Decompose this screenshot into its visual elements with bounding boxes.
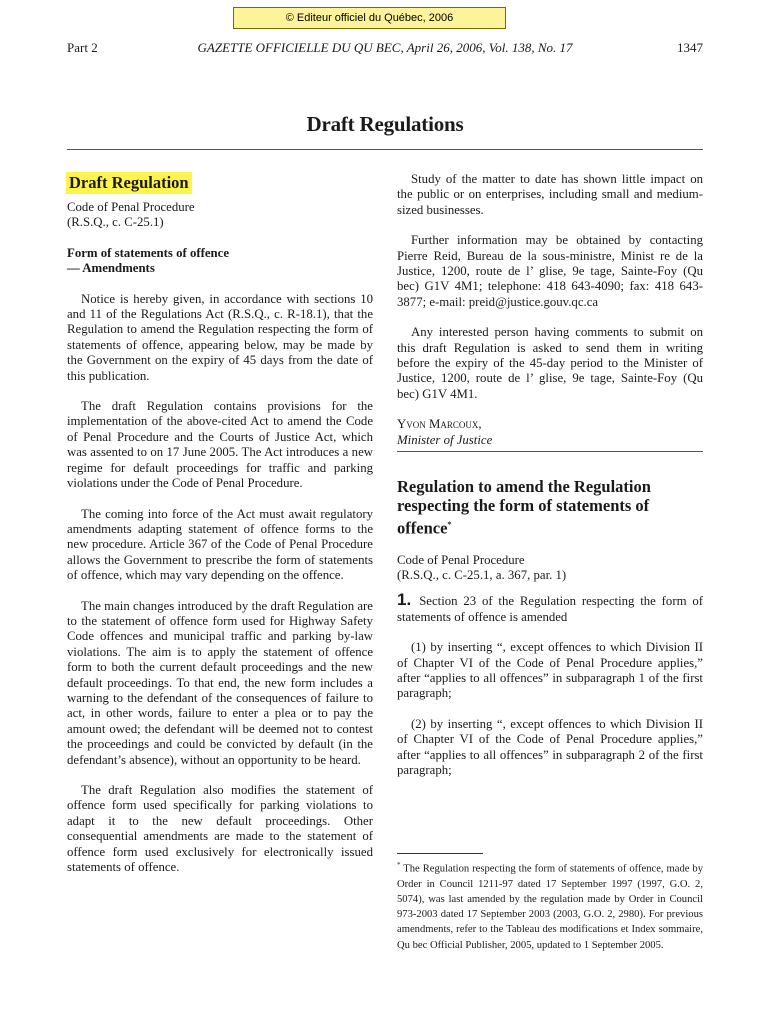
running-header — [67, 40, 703, 58]
subject-line-2: — Amendments — [67, 261, 155, 276]
signature-divider — [397, 451, 703, 452]
paragraph-comments: Any interested person having comments to submit on this draft Regulation is asked to send them in writing before the expiry of the 45-day period to the Minister of Justice, 1200, route de l’ glise, 9e tage, Sainte-Foy (Qu bec) G1V 4M1. — [397, 325, 703, 401]
paragraph-contact: Further information may be obtained by contacting Pierre Reid, Bureau de la sous-ministre, Minist re de la Justice, 1200, route de l’ glise, 9e tage, Sainte-Foy (Qu bec) G1V 4M1; telephone: 418 643-4090; fax: 418 643-3877; e-mail: preid@justice.gouv.qc.ca — [397, 233, 703, 309]
title-divider — [67, 149, 703, 150]
section-1: 1. Section 23 of the Regulation respecting the form of statements of offence is amended — [397, 590, 703, 624]
paragraph-parking-form: The draft Regulation also modifies the statement of offence form used specifically for parking violations to adapt it to the new default proceedings. Other consequential amendments are made to the statement of offence form used exclusively for electronically issued statements of offence. — [67, 783, 373, 875]
left-column — [67, 172, 373, 875]
page-title: Draft Regulations — [306, 112, 464, 136]
amendment-item-1: (1) by inserting “, except offences to which Division II of Chapter VI of the Code of Penal Procedure applies,” after “applies to all offences” in subparagraph 1 of the first paragraph; — [397, 640, 703, 701]
footnote-marker: * — [447, 520, 452, 530]
paragraph-notice: Notice is hereby given, in accordance with sections 10 and 11 of the Regulations Act (R.S.Q., c. R-18.1), that the Regulation to amend the Regulation respecting the form of statements of offence, appearing below, may be made by the Government on the expiry of 45 days from the date of this publication. — [67, 291, 373, 383]
code-reference: (R.S.Q., c. C-25.1) — [67, 215, 164, 230]
right-column — [397, 172, 703, 778]
paragraph-impact: Study of the matter to date has shown little impact on the public or on enterprises, including small and medium-sized businesses. — [397, 172, 703, 217]
footnote-divider — [397, 853, 483, 854]
signer-title: Minister of Justice — [397, 432, 493, 447]
page-number: 1347 — [677, 40, 703, 55]
section-number: 1. — [397, 590, 412, 610]
regulation-code-name: Code of Penal Procedure — [397, 552, 525, 567]
regulation-code-reference: (R.S.Q., c. C-25.1, a. 367, par. 1) — [397, 568, 567, 582]
paragraph-coming-into-force: The coming into force of the Act must await regulatory amendments adapting statement of offence forms to the new procedure. Article 367 of the Code of Penal Procedure allows the Government to prescribe the form of statements of offence, which may vary depending on the offence. — [67, 506, 373, 583]
draft-regulation-heading: Draft Regulation — [66, 172, 192, 194]
paragraph-main-changes: The main changes introduced by the draft Regulation are to the statement of offence form used for Highway Safety Code offences and municipal traffic and parking by-law violations. The aim is to apply the statement of offence form to both the current default proceedings and the new default proceedings. To that end, the new form includes a warning to the defendant of the consequences of failure to act, in other words, failure to enter a plea or to pay the amount owed; the defendant will be deemed not to contest the proceedings and could be convicted by default (in the defendant’s absence), without an opportunity to be heard. — [67, 598, 373, 767]
footnote: * The Regulation respecting the form of statements of offence, made by Order in Council 1211-97 dated 17 September 1997 (1997, G.O. 2, 5074), was last amended by the regulation made by Order in Council 973-2003 dated 17 September 2003 (2003, G.O. 2, 2980). For previous amendments, refer to the Tableau des modifications et Index sommaire, Qu bec Official Publisher, 2005, updated to 1 September 2005. — [397, 861, 704, 951]
subject-line-1: Form of statements of offence — [67, 245, 230, 260]
regulation-title: Regulation to amend the Regulation respecting the form of statements of offence* — [397, 477, 651, 538]
paragraph-provisions: The draft Regulation contains provisions for the implementation of the above-cited Act to amend the Code of Penal Procedure and the Courts of Justice Act, which was assented to on 17 June 2005. The Act introduces a new regime for default proceedings for traffic and parking violations under the Code of Penal Procedure. — [67, 399, 373, 491]
part-label: Part 2 — [67, 40, 98, 55]
gazette-title: GAZETTE OFFICIELLE DU QU BEC, April 26, 2006, Vol. 138, No. 17 — [197, 40, 573, 55]
code-name: Code of Penal Procedure — [67, 200, 195, 214]
signer-name: Yvon Marcoux, — [397, 417, 482, 432]
copyright-banner: © Editeur officiel du Québec, 2006 — [233, 7, 506, 29]
amendment-item-2: (2) by inserting “, except offences to which Division II of Chapter VI of the Code of Penal Procedure applies,” after “applies to all offences” in subparagraph 2 of the first paragraph; — [397, 716, 703, 778]
footnote-mark: * — [397, 861, 401, 869]
